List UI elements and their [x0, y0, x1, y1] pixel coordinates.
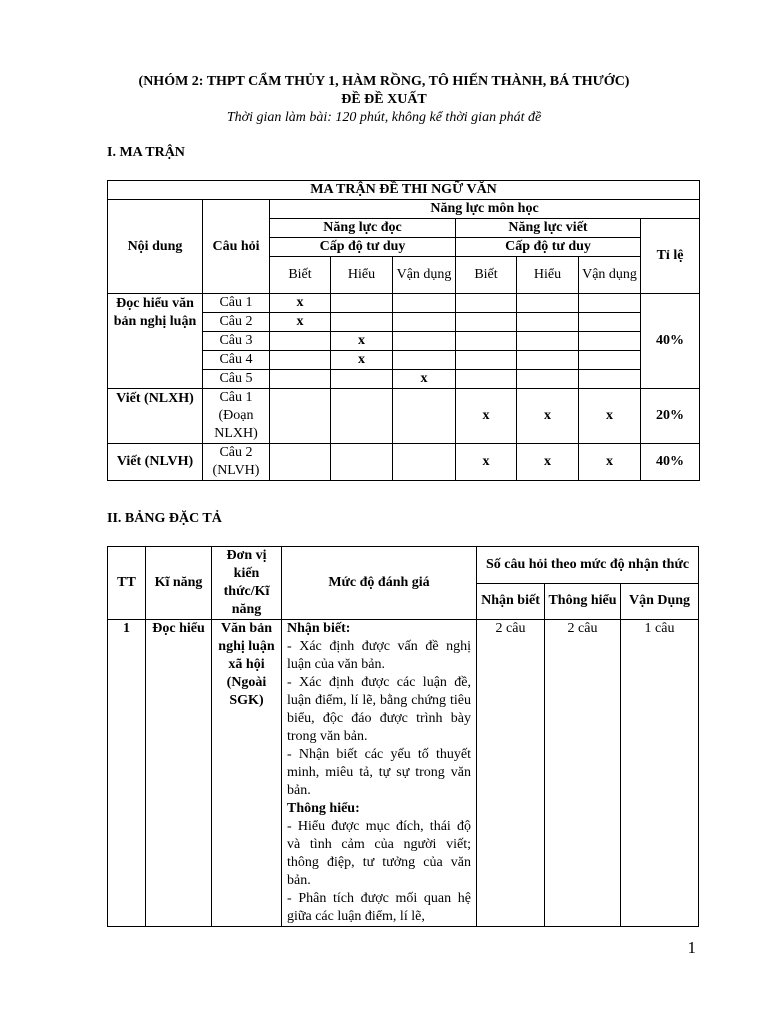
question-label: Câu 1 — [203, 294, 270, 313]
question-label: Câu 5 — [203, 370, 270, 389]
spec-count-van-dung: 1 câu — [621, 620, 699, 927]
matrix-header-nang-luc-doc: Năng lực đọc — [270, 219, 456, 238]
spec-row-don-vi: Văn bản nghị luận xã hội (Ngoài SGK) — [212, 620, 282, 927]
mark-cell — [579, 294, 641, 313]
mark-cell — [331, 313, 393, 332]
mark-cell — [517, 294, 579, 313]
mark-cell — [579, 351, 641, 370]
level-label: Biết — [270, 257, 331, 294]
section-spec-title: II. BẢNG ĐẶC TẢ — [107, 511, 222, 526]
group-viet-nlxh: Viết (NLXH) — [108, 389, 203, 444]
spec-table — [107, 546, 699, 927]
matrix-header-nang-luc-viet: Năng lực viết — [456, 219, 641, 238]
question-label: Câu 4 — [203, 351, 270, 370]
mark-cell — [456, 332, 517, 351]
level-label: Vận dụng — [579, 257, 641, 294]
nhan-biet-item: - Xác định được các luận đề, luận điểm, lí lẽ, bằng chứng tiêu biểu, độc đáo được trình bày trong văn bản. — [287, 675, 471, 744]
spec-header-don-vi: Đơn vị kiến thức/Kĩ năng — [212, 547, 282, 620]
mark-cell — [456, 313, 517, 332]
spec-header-tt: TT — [108, 547, 146, 620]
group-viet-nlvh: Viết (NLVH) — [108, 444, 203, 481]
mark-cell — [331, 294, 393, 313]
mark-cell — [270, 370, 331, 389]
mark-cell: x — [456, 444, 517, 481]
mark-cell — [456, 351, 517, 370]
mark-cell — [517, 351, 579, 370]
level-label: Vận dụng — [393, 257, 456, 294]
mark-cell — [393, 332, 456, 351]
mark-cell: x — [579, 389, 641, 444]
mark-cell — [331, 444, 393, 481]
mark-cell: x — [456, 389, 517, 444]
matrix-header-cap-do-viet: Cấp độ tư duy — [456, 238, 641, 257]
mark-cell — [393, 313, 456, 332]
mark-cell — [579, 332, 641, 351]
nhan-biet-item: - Xác định được vấn đề nghị luận của văn bản. — [287, 639, 471, 672]
mark-cell — [331, 370, 393, 389]
mark-cell — [393, 444, 456, 481]
spec-count-thong-hieu: 2 câu — [545, 620, 621, 927]
question-label: Câu 1 (Đoạn NLXH) — [203, 389, 270, 444]
mark-cell: x — [517, 389, 579, 444]
mark-cell — [579, 313, 641, 332]
section-matrix-title: I. MA TRẬN — [107, 145, 185, 160]
mark-cell: x — [270, 313, 331, 332]
mark-cell — [331, 389, 393, 444]
mark-cell — [270, 389, 331, 444]
mark-cell: x — [579, 444, 641, 481]
question-label: Câu 2 (NLVH) — [203, 444, 270, 481]
header-group-line: (NHÓM 2: THPT CẨM THỦY 1, HÀM RỒNG, TÔ HIẾN THÀNH, BÁ THƯỚC) — [138, 74, 630, 89]
matrix-header-nang-luc: Năng lực môn học — [270, 200, 700, 219]
level-label: Biết — [456, 257, 517, 294]
spec-header-thong-hieu: Thông hiểu — [545, 583, 621, 620]
ratio-nlxh: 20% — [641, 389, 700, 444]
spec-count-nhan-biet: 2 câu — [477, 620, 545, 927]
spec-header-so-cau: Số câu hỏi theo mức độ nhận thức — [477, 547, 699, 584]
matrix-header-ti-le: Tỉ lệ — [641, 219, 700, 294]
thong-hieu-item: - Hiểu được mục đích, thái độ và tình cảm của người viết; thông điệp, tư tưởng của văn bản. — [287, 819, 471, 888]
nhan-biet-heading: Nhận biết: — [287, 621, 351, 636]
mark-cell: x — [270, 294, 331, 313]
mark-cell: x — [517, 444, 579, 481]
mark-cell — [393, 351, 456, 370]
page-number: 1 — [687, 938, 696, 957]
spec-header-ki-nang: Kĩ năng — [146, 547, 212, 620]
spec-row-muc-do — [282, 620, 477, 927]
mark-cell — [517, 370, 579, 389]
mark-cell — [517, 313, 579, 332]
header-time-note: Thời gian làm bài: 120 phút, không kể thời gian phát đề — [226, 110, 542, 125]
matrix-title: MA TRẬN ĐỀ THI NGỮ VĂN — [108, 181, 700, 200]
header-title: ĐỀ ĐỀ XUẤT — [341, 92, 427, 107]
spec-row-ki-nang: Đọc hiểu — [146, 620, 212, 927]
mark-cell: x — [331, 351, 393, 370]
mark-cell — [270, 332, 331, 351]
mark-cell — [270, 444, 331, 481]
matrix-table — [107, 180, 700, 481]
spec-row-tt: 1 — [108, 620, 146, 927]
mark-cell: x — [393, 370, 456, 389]
matrix-header-cap-do-doc: Cấp độ tư duy — [270, 238, 456, 257]
ratio-doc-hieu: 40% — [641, 294, 700, 389]
mark-cell: x — [331, 332, 393, 351]
matrix-header-cau-hoi: Câu hỏi — [203, 200, 270, 294]
mark-cell — [456, 294, 517, 313]
spec-header-muc-do: Mức độ đánh giá — [282, 547, 477, 620]
nhan-biet-item: - Nhận biết các yếu tố thuyết minh, miêu tả, tự sự trong văn bản. — [287, 747, 471, 798]
matrix-header-noi-dung: Nội dung — [108, 200, 203, 294]
spec-header-nhan-biet: Nhận biết — [477, 583, 545, 620]
thong-hieu-item: - Phân tích được mối quan hệ giữa các luận điểm, lí lẽ, — [287, 891, 471, 924]
mark-cell — [393, 389, 456, 444]
level-label: Hiểu — [331, 257, 393, 294]
mark-cell — [517, 332, 579, 351]
question-label: Câu 3 — [203, 332, 270, 351]
thong-hieu-heading: Thông hiểu: — [287, 801, 360, 816]
group-doc-hieu: Đọc hiểu văn bản nghị luận — [108, 294, 203, 389]
level-label: Hiểu — [517, 257, 579, 294]
question-label: Câu 2 — [203, 313, 270, 332]
mark-cell — [270, 351, 331, 370]
mark-cell — [456, 370, 517, 389]
mark-cell — [579, 370, 641, 389]
ratio-nlvh: 40% — [641, 444, 700, 481]
mark-cell — [393, 294, 456, 313]
spec-header-van-dung: Vận Dụng — [621, 583, 699, 620]
